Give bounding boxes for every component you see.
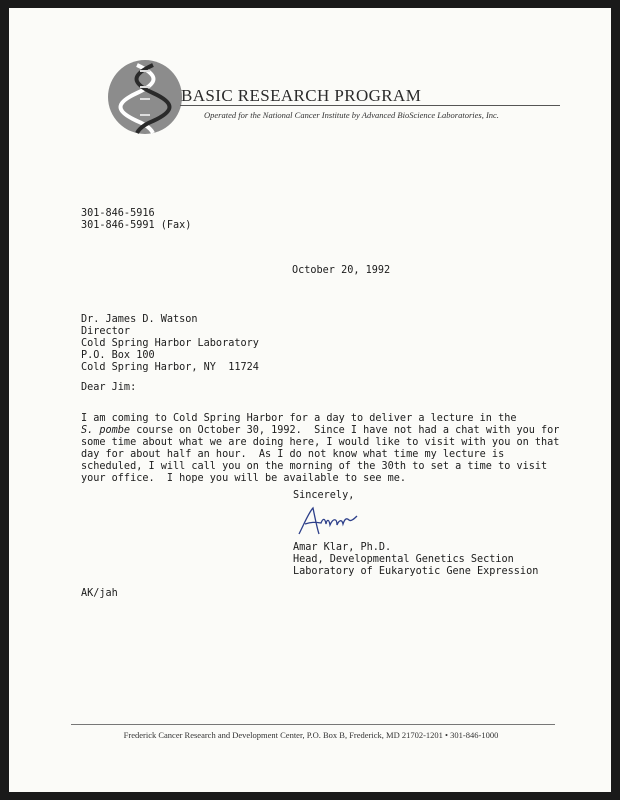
- letter-body: [81, 413, 559, 485]
- signer-name: Amar Klar, Ph.D.: [293, 542, 392, 553]
- signer-title: Head, Developmental Genetics Section: [293, 554, 514, 565]
- fax-number: 301-846-5991 (Fax): [81, 220, 192, 231]
- recipient-box: P.O. Box 100: [81, 350, 155, 361]
- body-line: scheduled, I will call you on the morning of the 30th to set a time to visit: [81, 461, 548, 472]
- dna-helix-icon: [107, 59, 183, 135]
- body-line: your office. I hope you will be available to see me.: [81, 473, 407, 484]
- recipient-city: Cold Spring Harbor, NY 11724: [81, 362, 259, 373]
- footer-address: Frederick Cancer Research and Development Center, P.O. Box B, Frederick, MD 21702-1201 • 301-846-1000: [123, 730, 499, 740]
- recipient-address: [81, 314, 259, 374]
- typist-initials: AK/jah: [81, 588, 118, 599]
- signer-lab: Laboratory of Eukaryotic Gene Expression: [293, 566, 539, 577]
- body-line: some time about what we are doing here, I would like to visit with you on that: [81, 437, 560, 448]
- footer-rule: [71, 724, 555, 725]
- recipient-title: Director: [81, 326, 131, 337]
- species-name: S. pombe: [81, 425, 131, 436]
- body-line: day for about half an hour. As I do not know what time my lecture is: [81, 449, 505, 460]
- letter-page: [9, 8, 611, 792]
- body-line: I am coming to Cold Spring Harbor for a day to deliver a lecture in the: [81, 413, 517, 424]
- signer-block: [293, 542, 538, 578]
- body-line: [81, 425, 559, 437]
- closing: Sincerely,: [293, 490, 355, 501]
- recipient-org: Cold Spring Harbor Laboratory: [81, 338, 259, 349]
- letter-date: October 20, 1992: [292, 265, 391, 276]
- letterhead-rule: [180, 105, 560, 106]
- org-name: BASIC RESEARCH PROGRAM: [181, 86, 422, 105]
- operated-by: Operated for the National Cancer Institute by Advanced BioScience Laboratories, Inc.: [204, 110, 499, 120]
- salutation: Dear Jim:: [81, 382, 137, 393]
- body-line-rest: course on October 30, 1992. Since I have not had a chat with you for: [130, 425, 560, 436]
- phone-block: [81, 208, 191, 232]
- recipient-name: Dr. James D. Watson: [81, 314, 198, 325]
- signature-mark: [295, 504, 375, 540]
- phone-number: 301-846-5916: [81, 208, 155, 219]
